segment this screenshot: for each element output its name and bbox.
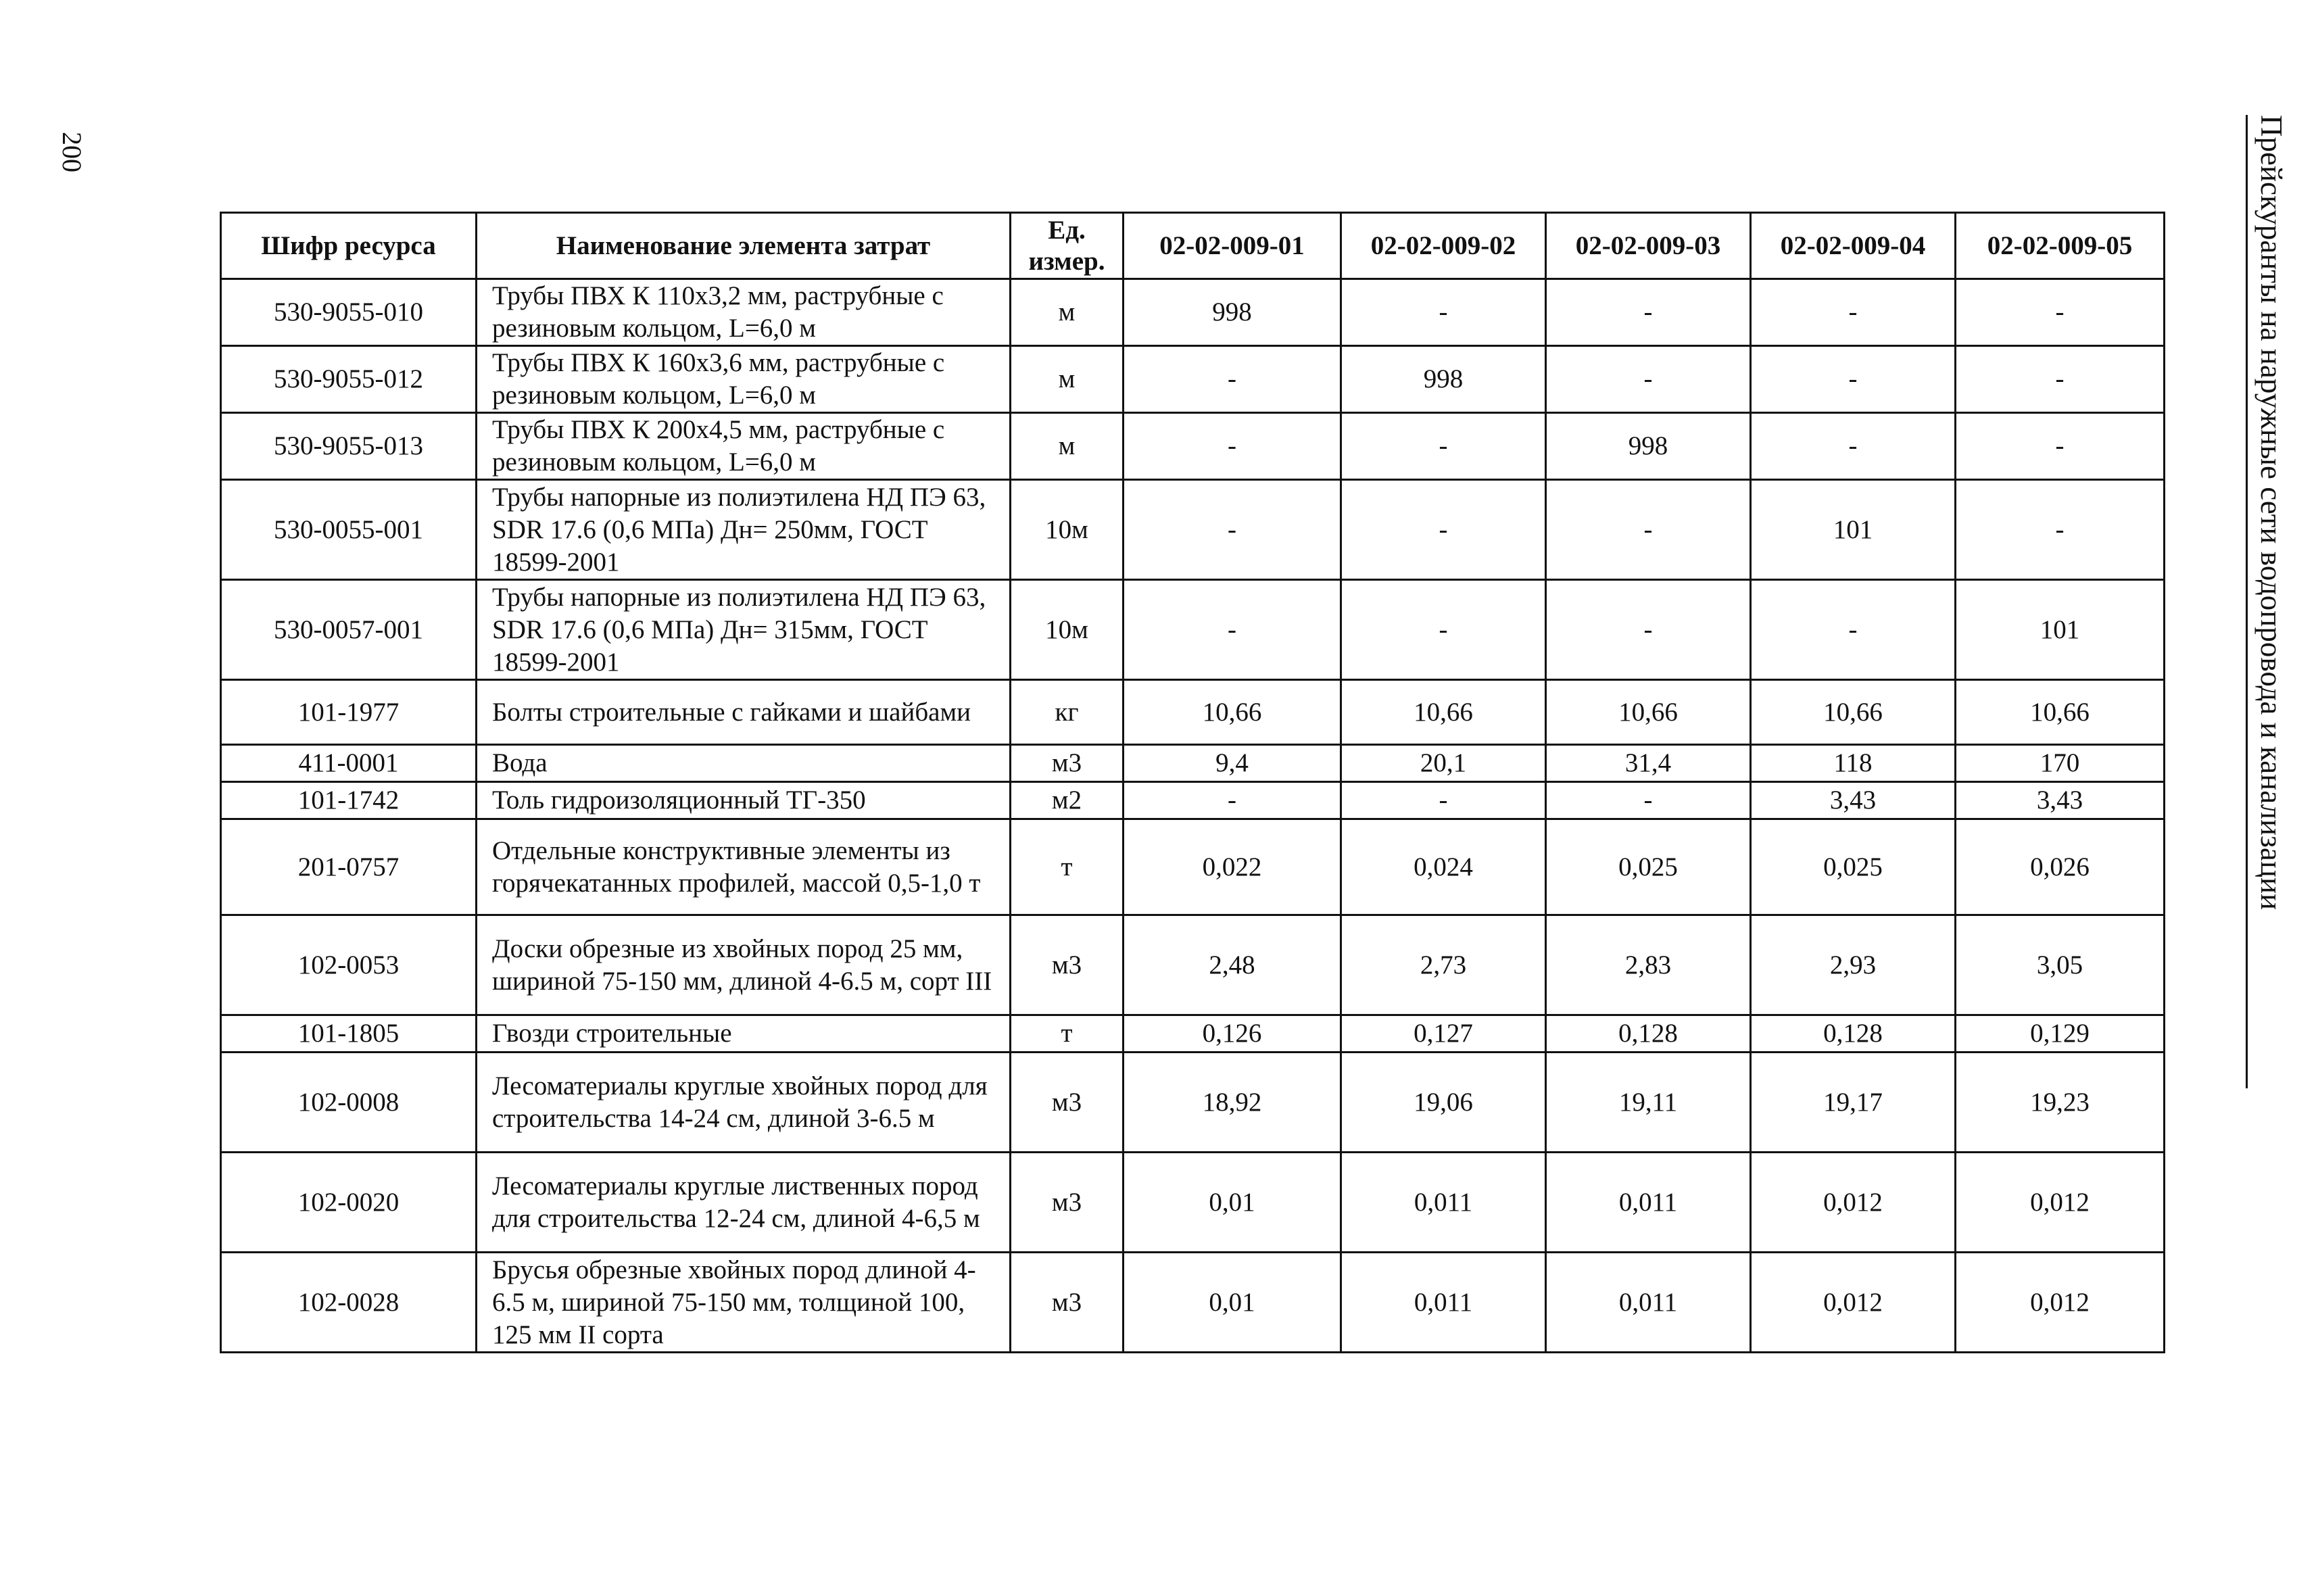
cell-v5: 10,66 [1956, 680, 2165, 745]
cell-code: 530-0057-001 [221, 580, 477, 680]
table-row [221, 1015, 2165, 1053]
table-row [221, 819, 2165, 915]
cell-code: 101-1742 [221, 782, 477, 819]
cell-v1: 18,92 [1124, 1053, 1341, 1153]
cell-v4: - [1751, 346, 1956, 413]
running-title: Прейскуранты на наружные сети водопровода и канализации [2254, 115, 2288, 911]
table-header-row [221, 213, 2165, 279]
header-col-1: 02-02-009-01 [1124, 213, 1341, 279]
cell-v1: 0,01 [1124, 1253, 1341, 1353]
cell-v5: - [1956, 480, 2165, 580]
cell-unit: м3 [1011, 1253, 1124, 1353]
cell-code: 530-9055-013 [221, 413, 477, 480]
cell-v1: - [1124, 346, 1341, 413]
cell-v5: 0,129 [1956, 1015, 2165, 1053]
cell-v2: - [1341, 480, 1546, 580]
cell-v2: 0,011 [1341, 1153, 1546, 1253]
header-unit: Ед. измер. [1011, 213, 1124, 279]
cell-v5: 0,026 [1956, 819, 2165, 915]
cell-unit: м2 [1011, 782, 1124, 819]
cell-v5: - [1956, 279, 2165, 346]
cell-name: Трубы ПВХ К 110х3,2 мм, раструбные с резиновым кольцом, L=6,0 м [477, 279, 1011, 346]
cell-code: 102-0008 [221, 1053, 477, 1153]
cell-v1: - [1124, 480, 1341, 580]
cell-v3: 998 [1546, 413, 1751, 480]
cell-code: 102-0020 [221, 1153, 477, 1253]
table-row [221, 782, 2165, 819]
header-name: Наименование элемента затрат [477, 213, 1011, 279]
header-col-3: 02-02-009-03 [1546, 213, 1751, 279]
cell-v4: 19,17 [1751, 1053, 1956, 1153]
cell-unit: т [1011, 819, 1124, 915]
cell-v2: 0,127 [1341, 1015, 1546, 1053]
cell-code: 530-0055-001 [221, 480, 477, 580]
cell-v1: 10,66 [1124, 680, 1341, 745]
cell-name: Толь гидроизоляционный ТГ-350 [477, 782, 1011, 819]
cell-v2: - [1341, 782, 1546, 819]
cell-v5: - [1956, 413, 2165, 480]
header-col-4: 02-02-009-04 [1751, 213, 1956, 279]
cell-unit: т [1011, 1015, 1124, 1053]
table-row [221, 745, 2165, 782]
cell-v2: 19,06 [1341, 1053, 1546, 1153]
cell-name: Гвозди строительные [477, 1015, 1011, 1053]
cell-v3: 0,011 [1546, 1153, 1751, 1253]
cell-v2: 998 [1341, 346, 1546, 413]
cell-v5: 3,43 [1956, 782, 2165, 819]
cell-v3: - [1546, 782, 1751, 819]
cell-v4: 2,93 [1751, 915, 1956, 1015]
cell-name: Трубы ПВХ К 200х4,5 мм, раструбные с резиновым кольцом, L=6,0 м [477, 413, 1011, 480]
header-col-5: 02-02-009-05 [1956, 213, 2165, 279]
cell-v1: 998 [1124, 279, 1341, 346]
cell-v1: 0,022 [1124, 819, 1341, 915]
cell-v2: 10,66 [1341, 680, 1546, 745]
cell-unit: м3 [1011, 1153, 1124, 1253]
table-row [221, 480, 2165, 580]
cell-code: 411-0001 [221, 745, 477, 782]
cell-name: Доски обрезные из хвойных пород 25 мм, шириной 75-150 мм, длиной 4-6.5 м, сорт III [477, 915, 1011, 1015]
cell-v5: - [1956, 346, 2165, 413]
cell-v2: - [1341, 580, 1546, 680]
cell-v2: - [1341, 413, 1546, 480]
table-row [221, 1253, 2165, 1353]
cell-unit: 10м [1011, 480, 1124, 580]
cell-unit: м [1011, 346, 1124, 413]
cell-unit: м [1011, 413, 1124, 480]
cell-v2: 20,1 [1341, 745, 1546, 782]
cell-v1: 0,126 [1124, 1015, 1341, 1053]
cell-v1: 0,01 [1124, 1153, 1341, 1253]
cell-v3: 0,025 [1546, 819, 1751, 915]
cell-name: Отдельные конструктивные элементы из горячекатанных профилей, массой 0,5-1,0 т [477, 819, 1011, 915]
header-col-2: 02-02-009-02 [1341, 213, 1546, 279]
cell-v4: - [1751, 580, 1956, 680]
cell-unit: м [1011, 279, 1124, 346]
cell-unit: 10м [1011, 580, 1124, 680]
cell-v2: - [1341, 279, 1546, 346]
cell-v3: - [1546, 480, 1751, 580]
cell-v4: 3,43 [1751, 782, 1956, 819]
cell-v4: - [1751, 413, 1956, 480]
cell-v4: 0,128 [1751, 1015, 1956, 1053]
cell-name: Лесоматериалы круглые хвойных пород для строительства 14-24 см, длиной 3-6.5 м [477, 1053, 1011, 1153]
cell-v4: 118 [1751, 745, 1956, 782]
cell-v1: - [1124, 782, 1341, 819]
cell-code: 102-0053 [221, 915, 477, 1015]
cell-name: Брусья обрезные хвойных пород длиной 4-6.5 м, шириной 75-150 мм, толщиной 100, 125 мм II сорта [477, 1253, 1011, 1353]
cell-name: Трубы напорные из полиэтилена НД ПЭ 63, SDR 17.6 (0,6 МПа) Дн= 315мм, ГОСТ 18599-2001 [477, 580, 1011, 680]
header-code: Шифр ресурса [221, 213, 477, 279]
cell-code: 101-1805 [221, 1015, 477, 1053]
cell-v4: 0,025 [1751, 819, 1956, 915]
cell-v3: - [1546, 346, 1751, 413]
table-row [221, 279, 2165, 346]
cell-v3: 31,4 [1546, 745, 1751, 782]
cell-v3: 0,128 [1546, 1015, 1751, 1053]
resource-table [220, 212, 2165, 1353]
cell-code: 530-9055-010 [221, 279, 477, 346]
table-row [221, 1053, 2165, 1153]
cell-v2: 0,024 [1341, 819, 1546, 915]
cell-v4: - [1751, 279, 1956, 346]
cell-v4: 0,012 [1751, 1253, 1956, 1353]
cell-unit: м3 [1011, 1053, 1124, 1153]
cell-name: Трубы напорные из полиэтилена НД ПЭ 63, SDR 17.6 (0,6 МПа) Дн= 250мм, ГОСТ 18599-2001 [477, 480, 1011, 580]
cell-v4: 0,012 [1751, 1153, 1956, 1253]
cell-v5: 0,012 [1956, 1153, 2165, 1253]
cell-v4: 10,66 [1751, 680, 1956, 745]
cell-name: Болты строительные с гайками и шайбами [477, 680, 1011, 745]
cell-code: 101-1977 [221, 680, 477, 745]
cell-name: Вода [477, 745, 1011, 782]
cell-v3: - [1546, 279, 1751, 346]
cell-unit: кг [1011, 680, 1124, 745]
cell-code: 201-0757 [221, 819, 477, 915]
cell-v3: 10,66 [1546, 680, 1751, 745]
cell-v1: 2,48 [1124, 915, 1341, 1015]
cell-v3: 19,11 [1546, 1053, 1751, 1153]
cell-name: Трубы ПВХ К 160х3,6 мм, раструбные с резиновым кольцом, L=6,0 м [477, 346, 1011, 413]
cell-v1: - [1124, 580, 1341, 680]
cell-name: Лесоматериалы круглые лиственных пород для строительства 12-24 см, длиной 4-6,5 м [477, 1153, 1011, 1253]
cell-v1: 9,4 [1124, 745, 1341, 782]
cell-v3: - [1546, 580, 1751, 680]
table-row [221, 580, 2165, 680]
cell-unit: м3 [1011, 915, 1124, 1015]
cell-v1: - [1124, 413, 1341, 480]
cell-v5: 19,23 [1956, 1053, 2165, 1153]
cell-v5: 3,05 [1956, 915, 2165, 1015]
cell-unit: м3 [1011, 745, 1124, 782]
cell-code: 102-0028 [221, 1253, 477, 1353]
table-row [221, 346, 2165, 413]
running-title-container [2231, 115, 2312, 1048]
cell-v5: 170 [1956, 745, 2165, 782]
cell-v4: 101 [1751, 480, 1956, 580]
table-row [221, 413, 2165, 480]
cell-v2: 0,011 [1341, 1253, 1546, 1353]
cell-v5: 0,012 [1956, 1253, 2165, 1353]
cell-code: 530-9055-012 [221, 346, 477, 413]
page-number: 200 [57, 132, 88, 172]
table-row [221, 1153, 2165, 1253]
cell-v3: 0,011 [1546, 1253, 1751, 1353]
table-row [221, 915, 2165, 1015]
cell-v5: 101 [1956, 580, 2165, 680]
cell-v2: 2,73 [1341, 915, 1546, 1015]
cell-v3: 2,83 [1546, 915, 1751, 1015]
table-row [221, 680, 2165, 745]
